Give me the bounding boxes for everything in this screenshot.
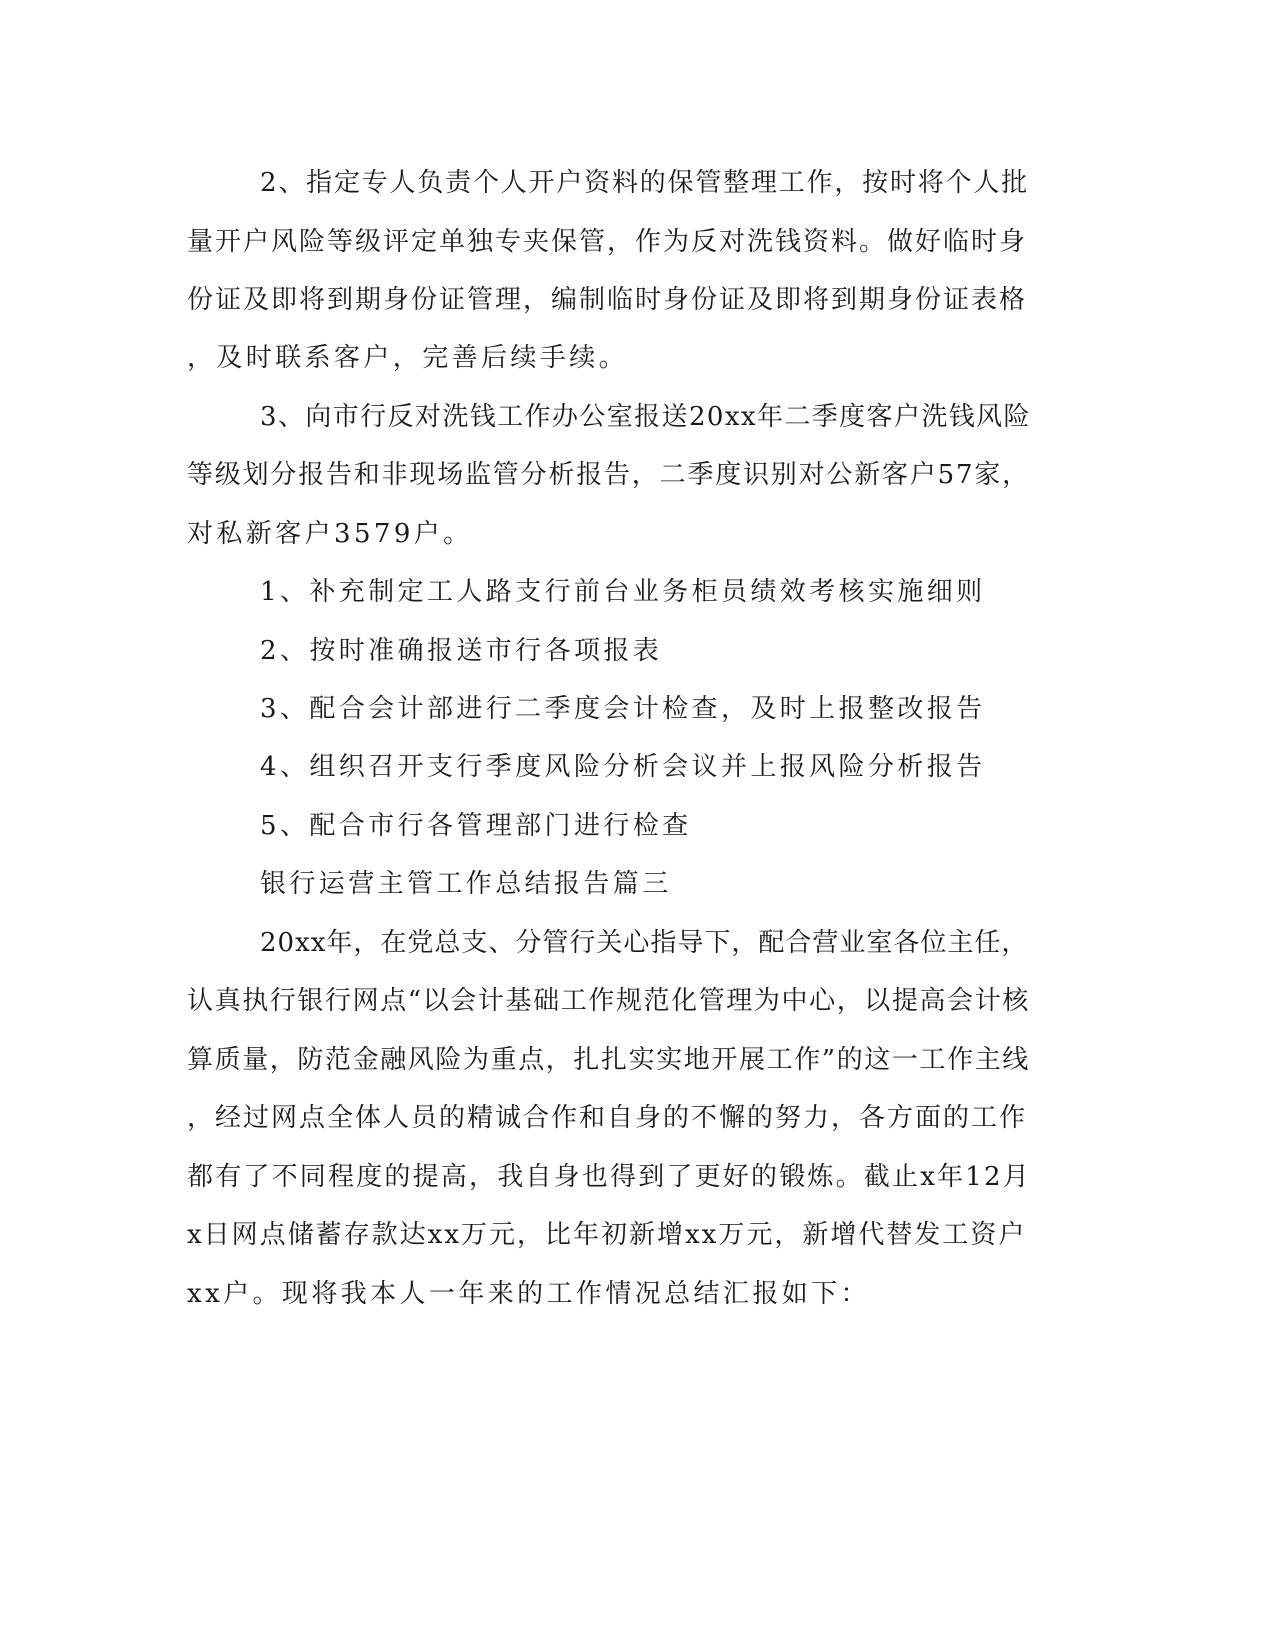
paragraph-line: 20xx年，在党总支、分管行关心指导下，配合营业室各位主任，	[260, 928, 1029, 958]
paragraph-line: ，及时联系客户，完善后续手续。	[187, 343, 629, 373]
paragraph-line: 算质量，防范金融风险为重点，扎扎实实地开展工作”的这一工作主线	[187, 1045, 1030, 1075]
paragraph-line: 3、向市行反对洗钱工作办公室报送20xx年二季度客户洗钱风险	[260, 402, 1031, 432]
paragraph-line: 等级划分报告和非现场监管分析报告，二季度识别对公新客户57家，	[187, 460, 1030, 490]
paragraph-line: 对私新客户3579户。	[187, 519, 473, 549]
paragraph-line: 2、指定专人负责个人开户资料的保管整理工作，按时将个人批	[260, 168, 1029, 198]
list-item: 4、组织召开支行季度风险分析会议并上报风险分析报告	[260, 752, 986, 782]
section-heading: 银行运营主管工作总结报告篇三	[260, 869, 672, 899]
paragraph-line: ，经过网点全体人员的精诚合作和自身的不懈的努力，各方面的工作	[187, 1103, 1028, 1133]
list-item: 1、补充制定工人路支行前台业务柜员绩效考核实施细则	[260, 577, 986, 607]
list-item: 5、配合市行各管理部门进行检查	[260, 811, 692, 841]
paragraph-line: 量开户风险等级评定单独专夹保管，作为反对洗钱资料。做好临时身	[187, 227, 1028, 257]
paragraph-line: 份证及即将到期身份证管理，编制临时身份证及即将到期身份证表格	[187, 285, 1028, 315]
paragraph-line: 认真执行银行网点“以会计基础工作规范化管理为中心，以提高会计核	[187, 986, 1030, 1016]
list-item: 2、按时准确报送市行各项报表	[260, 636, 663, 666]
list-item: 3、配合会计部进行二季度会计检查，及时上报整改报告	[260, 694, 986, 724]
paragraph-line: xx户。现将我本人一年来的工作情况总结汇报如下：	[187, 1279, 870, 1309]
paragraph-line: x日网点储蓄存款达xx万元，比年初新增xx万元，新增代替发工资户	[187, 1220, 1027, 1250]
paragraph-line: 都有了不同程度的提高，我自身也得到了更好的锻炼。截止x年12月	[187, 1162, 1031, 1192]
